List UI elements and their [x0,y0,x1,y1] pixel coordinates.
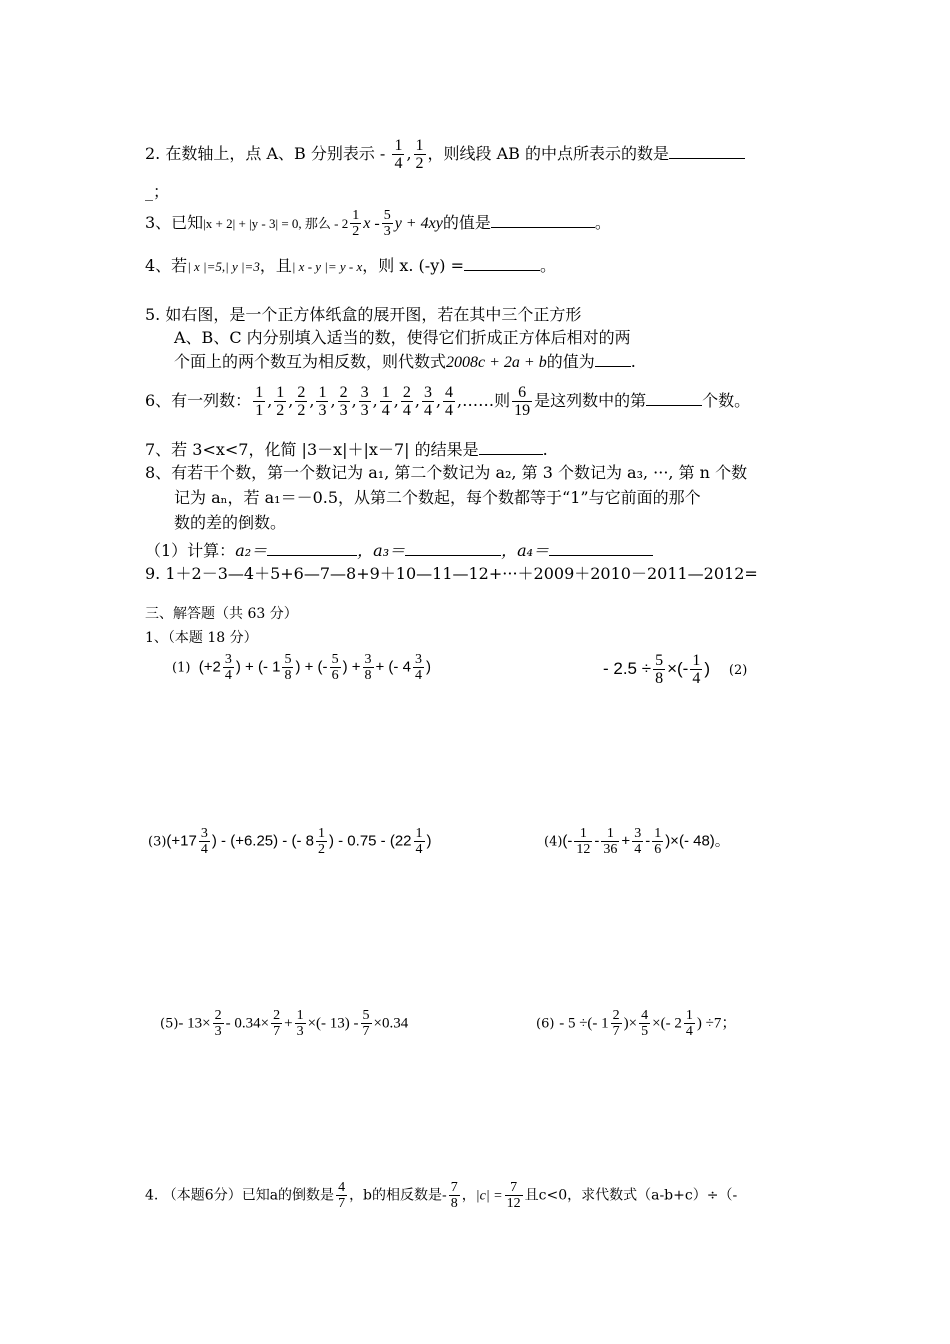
q6-fraction-5: $\frac{2}{3}$ [339,384,348,419]
q8-line-1: 8、有若干个数，第一个数记为 a₁, 第二个数记为 a₂, 第 3 个数记为 a₃, ···, 第 n 个数 [145,463,748,482]
q6-fraction-8: $\frac{2}{4}$ [402,384,411,419]
q3-condition: |x + 2| + |y - 3| = 0, 那么 - 2 [203,216,349,231]
a3-answer-blank[interactable] [405,541,501,556]
q6-sequence: $\frac{1}{1}$ , $\frac{1}{2}$ , $\frac{2}{2}$ , $\frac{1}{3}$ , $\frac{2}{3}$ , $\frac{3}{3}$ , $\frac{1}{4}$ , $\frac{2}{4}$ , $\frac{3}{4}$ , $\frac{4}{4}$ [255,384,454,419]
a2-answer-blank[interactable] [267,541,357,556]
q2-tail: _； [145,182,170,201]
question-2: 2. 在数轴上，点 A、B 分别表示 - $\frac{1}{4}$ , $\frac{1}{2}$ ，则线段 AB 的中点所表示的数是 [145,137,745,172]
q7-answer-blank[interactable] [479,440,543,455]
q8-line-2: 记为 aₙ，若 a₁＝－0.5，从第二个数起，每个数都等于“1”与它前面的那个 [174,488,701,507]
q5-line-1: 5. 如右图，是一个正方体纸盒的展开图，若在其中三个正方形 [145,305,582,324]
problem-4: (4)(- $\frac{1}{12}$ - $\frac{1}{36}$ + $\frac{3}{4}$ - $\frac{1}{6}$ )×(- 48)。 [544,826,730,857]
q4-answer-blank[interactable] [464,256,540,271]
q5-answer-blank[interactable] [595,352,631,367]
q2-answer-blank[interactable] [669,144,745,159]
problem-1: (1) (+2 $\frac{3}{4}$ ) + (- 1 $\frac{5}{8}$ ) + (- $\frac{5}{6}$ ) + $\frac{3}{8}$ + (- 4 $\frac{3}{4}$ ) [172,652,431,683]
question-4: 4、若| x |=5,| y |=3，且| x - y |= y - x，则 x. (-y) = 。 [145,256,556,275]
q6-fraction-3: $\frac{2}{2}$ [297,384,306,419]
q6-fraction-9: $\frac{3}{4}$ [423,384,432,419]
question-6: 6、有一列数： $\frac{1}{1}$ , $\frac{1}{2}$ , $\frac{2}{2}$ , $\frac{1}{3}$ , $\frac{2}{3}$ , $\frac{3}{3}$ , $\frac{1}{4}$ , $\frac{2}{4}$ , $\frac{3}{4}$ , $\frac{4}{4}$ ,……则 $\frac{6}{19}$ 是这列数中的第 个数。 [145,384,751,419]
q6-fraction-6: $\frac{3}{3}$ [360,384,369,419]
q5-line-2: A、B、C 内分别填入适当的数，使得它们折成正方体后相对的两 [174,328,631,347]
q2-prefix: 2. 在数轴上，点 A、B 分别表示 - [145,144,386,163]
section-3-question-4: 4. （本题6分）已知a的倒数是 $\frac{4}{7}$ ，b的相反数是- $\frac{7}{8}$ ，|c| = $\frac{7}{12}$ 且c<0，求代数式（a-b+c）÷（- [145,1180,738,1211]
q3-answer-blank[interactable] [491,213,595,228]
problem-2: - 2.5 ÷ $\frac{5}{8}$ ×(- $\frac{1}{4}$ ) (2) [603,652,748,687]
question-9: 9. 1＋2－3—4＋5+6—7—8+9＋10—11—12+···＋2009＋2010－2011—2012= [145,564,758,583]
q6-fraction-4: $\frac{1}{3}$ [318,384,327,419]
question-3: 3、已知|x + 2| + |y - 3| = 0, 那么 - 2 $\frac{1}{2}$ x - $\frac{5}{3}$ y + 4xy的值是 。 [145,208,611,239]
q8-line-3: 数的差的倒数。 [174,513,287,532]
q5-line-3: 个面上的两个数互为相反数，则代数式2008c + 2a + b的值为 . [174,352,636,371]
q4-condition-2: | x - y |= y - x [291,259,363,274]
question-7: 7、若 3<x<7，化简 |3－x|＋|x－7| 的结果是 . [145,440,548,459]
q4-condition-1: | x |=5,| y |=3 [187,259,260,274]
problem-6: (6) - 5 ÷(- 1 $\frac{2}{7}$ )× $\frac{4}{5}$ ×(- 2 $\frac{1}{4}$ ) ÷7； [536,1008,737,1039]
q2-fraction-2: $\frac{1}{2}$ [415,137,424,172]
q6-fraction-2: $\frac{1}{2}$ [276,384,285,419]
section-3-title: 三、解答题（共 63 分） [145,606,298,622]
q2-suffix: ，则线段 AB 的中点所表示的数是 [427,144,670,163]
q3-fraction-1: $\frac{1}{2}$ [352,208,360,239]
q3-fraction-2: $\frac{5}{3}$ [383,208,391,239]
q6-target-fraction: $\frac{6}{19}$ [514,384,531,419]
a4-answer-blank[interactable] [549,541,653,556]
problem-3: (3)(+17 $\frac{3}{4}$ ) - (+6.25) - (- 8 $\frac{1}{2}$ ) - 0.75 - (22 $\frac{1}{4}$ ) [148,826,432,857]
q6-fraction-7: $\frac{1}{4}$ [381,384,390,419]
section-3-item-1: 1、（本题 18 分） [145,630,258,646]
q2-fraction-1: $\frac{1}{4}$ [394,137,403,172]
q6-fraction-1: $\frac{1}{1}$ [255,384,264,419]
q6-fraction-10: $\frac{4}{4}$ [445,384,454,419]
problem-5: (5)- 13× $\frac{2}{3}$ - 0.34× $\frac{2}{7}$ + $\frac{1}{3}$ ×(- 13) - $\frac{5}{7}$ ×0.34 [160,1008,409,1039]
q6-answer-blank[interactable] [646,391,702,406]
q8-calc: （1）计算：a₂＝ ，a₃＝ ，a₄＝ [145,541,653,561]
